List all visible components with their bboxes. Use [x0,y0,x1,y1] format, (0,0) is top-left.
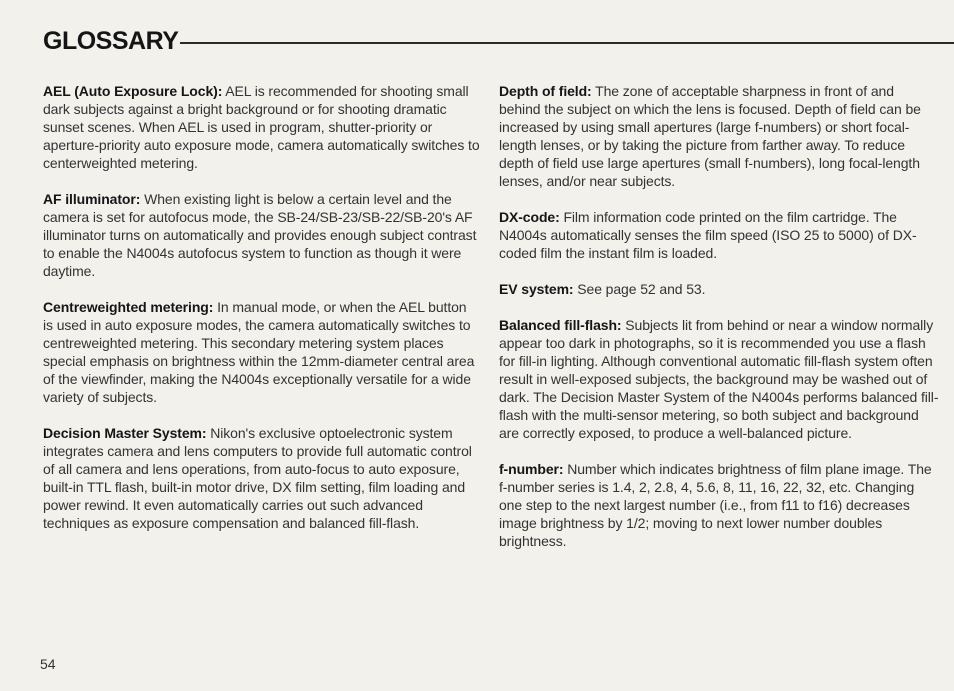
entry-term: Depth of field: [499,83,592,99]
entry-term: EV system: [499,281,574,297]
glossary-entry-depth-of-field [499,82,939,190]
entry-definition: When existing light is below a certain level and the camera is set for autofocus mode, the SB-24/SB-23/SB-22/SB-20's AF illuminator turns on automatically and provides enough subject contrast to enable the N4004s autofocus system to function as though it were daytime. [43,191,477,279]
page-number: 54 [40,656,56,672]
right-column [499,82,939,568]
glossary-entry-ael [43,82,480,172]
glossary-entry-decision-master-system [43,424,480,532]
entry-definition: In manual mode, or when the AEL button is used in auto exposure modes, the camera automatically switches to centreweighted metering. This secondary metering system places special emphasis on brightness within the 12mm-diameter central area of the viewfinder, making the N4004s exceptionally versatile for a wide variety of subjects. [43,299,475,405]
entry-term: Centreweighted metering: [43,299,214,315]
entry-definition: Film information code printed on the film cartridge. The N4004s automatically senses the film speed (ISO 25 to 5000) of DX-coded film the instant film is loaded. [499,209,917,261]
entry-term: AEL (Auto Exposure Lock): [43,83,223,99]
entry-term: DX-code: [499,209,560,225]
entry-term: AF illuminator: [43,191,141,207]
entry-definition: Number which indicates brightness of film plane image. The f-number series is 1.4, 2, 2.8, 4, 5.6, 8, 11, 16, 22, 32, etc. Changing one step to the next largest number (i.e., from f11 to f16) decreases image brightness by 1/2; moving to next lower number doubles brightness. [499,461,932,549]
glossary-entry-centreweighted-metering [43,298,480,406]
left-column [43,82,480,550]
entry-term: Balanced fill-flash: [499,317,622,333]
glossary-entry-af-illuminator [43,190,480,280]
entry-definition: AEL is recommended for shooting small dark subjects against a bright background or for shooting dramatic sunset scenes. When AEL is used in program, shutter-priority or aperture-priority auto exposure mode, camera automatically switches to centerweighted metering. [43,83,480,171]
entry-definition: The zone of acceptable sharpness in front of and behind the subject on which the lens is focused. Depth of field can be increased by using small apertures (large f-numbers) or short focal-length lenses, or by taking the picture from farther away. To reduce depth of field use large apertures (small f-numbers), long focal-length lenses, and/or near subjects. [499,83,921,189]
header-rule [180,42,954,44]
entry-term: f-number: [499,461,564,477]
page-title: GLOSSARY [43,26,179,55]
entry-term: Decision Master System: [43,425,207,441]
glossary-entry-ev-system [499,280,939,298]
glossary-entry-balanced-fill-flash [499,316,939,442]
glossary-entry-dx-code [499,208,939,262]
page-header [43,26,954,56]
glossary-entry-f-number [499,460,939,550]
entry-definition: Nikon's exclusive optoelectronic system integrates camera and lens computers to provide full automatic control of all camera and lens operations, from auto-focus to auto exposure, built-in TTL flash, built-in motor drive, DX film setting, film loading and power rewind. It even automatically carries out such advanced techniques as exposure compensation and balanced fill-flash. [43,425,472,531]
entry-definition: Subjects lit from behind or near a window normally appear too dark in photographs, so it is recommended you use a flash for fill-in lighting. Although conventional automatic fill-flash system often result in well-exposed subjects, the background may be washed out of dark. The Decision Master System of the N4004s performs balanced fill-flash with the multi-sensor metering, so both subject and background are correctly exposed, to produce a well-balanced picture. [499,317,939,441]
entry-definition: See page 52 and 53. [577,281,706,297]
